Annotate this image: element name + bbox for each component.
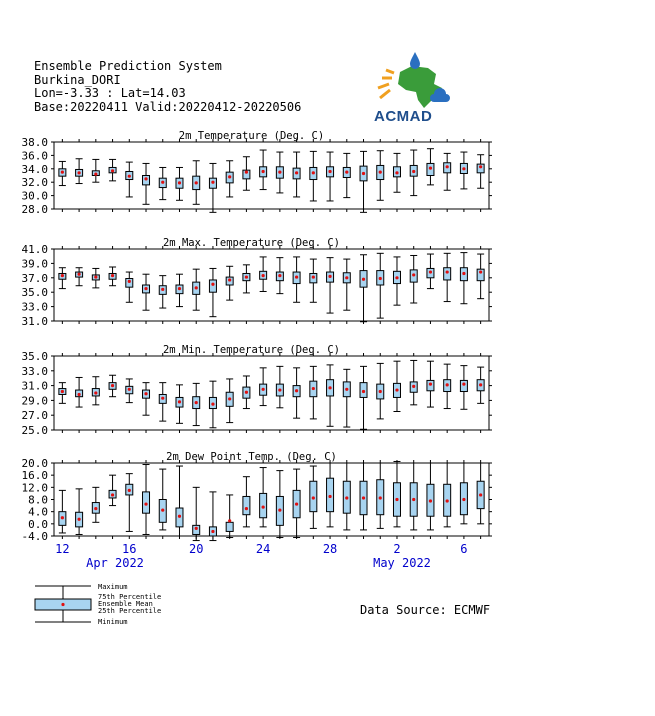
box-20 (377, 463, 384, 528)
mean-dot (328, 495, 331, 498)
x-tick-label: 6 (460, 542, 468, 556)
mean-dot (228, 397, 231, 400)
box-14 (276, 258, 283, 294)
box-21 (393, 257, 400, 305)
mean-dot (94, 275, 97, 278)
mean-dot (77, 273, 80, 276)
y-tick-label: 39.0 (21, 257, 48, 271)
box-3 (92, 268, 99, 287)
mean-dot (161, 509, 164, 512)
y-tick-label: 16.0 (21, 469, 48, 483)
box-22 (410, 360, 417, 404)
box-14 (276, 471, 283, 538)
mean-dot (462, 498, 465, 501)
mean-dot (412, 498, 415, 501)
box-4 (109, 375, 116, 396)
box-13 (260, 257, 267, 292)
box-22 (410, 255, 417, 303)
box-1 (59, 383, 66, 404)
mean-dot (262, 274, 265, 277)
mean-dot (362, 278, 365, 281)
mean-dot (144, 502, 147, 505)
mean-dot (429, 383, 432, 386)
mean-dot (345, 388, 348, 391)
x-tick-label: 28 (322, 542, 338, 556)
x-tick-label: 2 (393, 542, 401, 556)
y-tick-label: 31.0 (21, 379, 48, 393)
box-18 (343, 153, 350, 197)
box-5 (126, 162, 133, 197)
box-11 (226, 495, 233, 538)
y-tick-label: 41.0 (21, 243, 48, 256)
panel-4 (22, 451, 493, 543)
box-22 (410, 150, 417, 196)
base-valid-dates: Base:20220411 Valid:20220412-20220506 (34, 99, 302, 114)
box-18 (343, 463, 350, 530)
box-11 (226, 161, 233, 197)
box-21 (393, 153, 400, 192)
data-source: Data Source: ECMWF (360, 603, 491, 617)
mean-dot (61, 171, 64, 174)
box-23 (427, 463, 434, 530)
mean-dot (144, 392, 147, 395)
box-25 (460, 463, 467, 524)
box-21 (393, 361, 400, 411)
y-tick-label: 28.0 (21, 203, 48, 216)
box-9 (193, 487, 200, 540)
box-2 (76, 377, 83, 407)
mean-dot (245, 507, 248, 510)
box-14 (276, 152, 283, 193)
box-2 (76, 489, 83, 535)
mean-dot (328, 275, 331, 278)
mean-dot (429, 167, 432, 170)
y-tick-label: 35.0 (21, 350, 48, 363)
box-25 (460, 152, 467, 189)
mean-dot (395, 171, 398, 174)
box-18 (343, 259, 350, 310)
box-1 (59, 161, 66, 185)
mean-dot (178, 181, 181, 184)
box-11 (226, 266, 233, 300)
mean-dot (211, 403, 214, 406)
y-tick-label: 33.0 (21, 300, 48, 314)
legend-maximum: Maximum (98, 583, 128, 591)
box-19 (360, 255, 367, 322)
mean-dot (312, 387, 315, 390)
legend-mean-dot (61, 603, 64, 606)
y-tick-label: 20.0 (21, 457, 48, 470)
y-tick-label: 25.0 (21, 424, 48, 437)
mean-dot (446, 270, 449, 273)
mean-dot (312, 496, 315, 499)
box-17 (327, 258, 334, 313)
iqr-box (460, 380, 467, 391)
y-tick-label: 29.0 (21, 394, 48, 408)
panel-2 (22, 237, 493, 328)
x-tick-label: 24 (255, 542, 271, 556)
mean-dot (362, 496, 365, 499)
box-6 (143, 383, 150, 416)
month-label: May 2022 (373, 556, 431, 570)
legend-p75: 75th Percentile (98, 593, 162, 601)
system-title: Ensemble Prediction System (34, 59, 222, 73)
box-20 (377, 151, 384, 201)
iqr-box (209, 280, 216, 292)
box-2 (76, 268, 83, 286)
box-17 (327, 365, 334, 426)
y-tick-label: 34.0 (21, 162, 48, 176)
mean-dot (278, 171, 281, 174)
box-20 (377, 253, 384, 318)
box-9 (193, 383, 200, 425)
y-tick-label: 30.0 (21, 189, 48, 203)
mean-dot (278, 274, 281, 277)
mean-dot (479, 493, 482, 496)
mean-dot (195, 286, 198, 289)
mean-dot (262, 170, 265, 173)
mean-dot (429, 270, 432, 273)
box-16 (310, 466, 317, 528)
box-12 (243, 265, 250, 293)
y-tick-label: 38.0 (21, 136, 48, 149)
box-7 (159, 276, 166, 308)
iqr-box (444, 268, 451, 280)
box-3 (92, 487, 99, 522)
mean-dot (345, 496, 348, 499)
box-17 (327, 152, 334, 201)
box-23 (427, 361, 434, 407)
mean-dot (61, 390, 64, 393)
box-26 (477, 254, 484, 299)
box-8 (176, 167, 183, 200)
mean-dot (262, 388, 265, 391)
box-8 (176, 274, 183, 306)
box-12 (243, 477, 250, 527)
coordinates: Lon=-3.33 : Lat=14.03 (34, 86, 186, 100)
mean-dot (111, 384, 114, 387)
mean-dot (395, 388, 398, 391)
mean-dot (245, 391, 248, 394)
mean-dot (379, 390, 382, 393)
mean-dot (128, 280, 131, 283)
mean-dot (278, 388, 281, 391)
box-15 (293, 152, 300, 197)
mean-dot (462, 167, 465, 170)
box-14 (276, 366, 283, 407)
y-tick-label: 31.0 (21, 315, 48, 328)
mean-dot (178, 287, 181, 290)
box-16 (310, 151, 317, 201)
mean-dot (228, 519, 231, 522)
panel-title: 2m Min. Temperature (Deg. C) (162, 344, 341, 356)
y-tick-label: 37.0 (21, 271, 48, 285)
box-26 (477, 463, 484, 524)
panel-frame (54, 142, 489, 209)
box-15 (293, 368, 300, 418)
mean-dot (278, 509, 281, 512)
mean-dot (77, 518, 80, 521)
mean-dot (195, 527, 198, 530)
box-6 (143, 163, 150, 204)
box-12 (243, 376, 250, 409)
box-16 (310, 366, 317, 419)
mean-dot (77, 393, 80, 396)
box-6 (143, 465, 150, 535)
mean-dot (211, 283, 214, 286)
mean-dot (195, 401, 198, 404)
mean-dot (412, 273, 415, 276)
box-3 (92, 159, 99, 182)
box-22 (410, 463, 417, 530)
legend-p25: 25th Percentile (98, 607, 162, 615)
box-7 (159, 383, 166, 421)
mean-dot (395, 276, 398, 279)
mean-dot (111, 274, 114, 277)
mean-dot (144, 177, 147, 180)
mean-dot (312, 171, 315, 174)
box-24 (444, 364, 451, 408)
mean-dot (128, 489, 131, 492)
legend-minimum: Minimum (98, 618, 128, 626)
mean-dot (328, 170, 331, 173)
legend-mean: Ensemble Mean (98, 600, 153, 608)
box-23 (427, 149, 434, 185)
mean-dot (446, 383, 449, 386)
panel-3 (22, 344, 493, 437)
mean-dot (94, 507, 97, 510)
y-tick-label: 8.0 (28, 493, 48, 507)
y-tick-label: 32.0 (21, 176, 48, 190)
mean-dot (161, 397, 164, 400)
box-2 (76, 159, 83, 184)
legend (35, 583, 161, 626)
y-tick-label: 0.0 (28, 517, 48, 531)
mean-dot (195, 181, 198, 184)
box-24 (444, 463, 451, 527)
mean-dot (379, 171, 382, 174)
mean-dot (412, 170, 415, 173)
iqr-box (243, 496, 250, 514)
mean-dot (111, 169, 114, 172)
box-13 (260, 150, 267, 190)
mean-dot (479, 383, 482, 386)
box-10 (209, 381, 216, 428)
mean-dot (178, 400, 181, 403)
box-15 (293, 257, 300, 302)
box-8 (176, 385, 183, 423)
mean-dot (479, 270, 482, 273)
box-4 (109, 159, 116, 180)
station-name: Burkina_DORI (34, 72, 121, 87)
mean-dot (362, 390, 365, 393)
box-13 (260, 468, 267, 527)
y-tick-label: 36.0 (21, 149, 48, 163)
mean-dot (362, 172, 365, 175)
mean-dot (111, 493, 114, 496)
mean-dot (462, 383, 465, 386)
box-8 (176, 466, 183, 536)
mean-dot (161, 288, 164, 291)
mean-dot (77, 171, 80, 174)
mean-dot (211, 530, 214, 533)
box-24 (444, 253, 451, 301)
mean-dot (312, 275, 315, 278)
box-25 (460, 253, 467, 304)
box-6 (143, 274, 150, 310)
box-21 (393, 461, 400, 526)
mean-dot (446, 165, 449, 168)
y-tick-label: -4.0 (21, 530, 48, 543)
box-3 (92, 377, 99, 405)
mean-dot (479, 165, 482, 168)
panel-1 (22, 130, 493, 216)
mean-dot (94, 391, 97, 394)
mean-dot (462, 272, 465, 275)
mean-dot (128, 388, 131, 391)
mean-dot (161, 181, 164, 184)
box-5 (126, 474, 133, 532)
mean-dot (245, 275, 248, 278)
y-tick-label: 12.0 (21, 481, 48, 495)
mean-dot (61, 516, 64, 519)
box-5 (126, 379, 133, 403)
box-15 (293, 469, 300, 537)
box-25 (460, 366, 467, 410)
mean-dot (429, 499, 432, 502)
mean-dot (379, 277, 382, 280)
mean-dot (295, 275, 298, 278)
panel-title: 2m Dew Point Temp. (Deg. C) (166, 451, 337, 463)
panel-title: 2m Temperature (Deg. C) (178, 130, 325, 142)
box-7 (159, 469, 166, 530)
mean-dot (94, 173, 97, 176)
box-5 (126, 272, 133, 302)
box-10 (209, 492, 216, 541)
mean-dot (295, 502, 298, 505)
panel-frame (54, 249, 489, 321)
mean-dot (345, 171, 348, 174)
mean-dot (61, 274, 64, 277)
mean-dot (395, 498, 398, 501)
mean-dot (245, 171, 248, 174)
box-4 (109, 475, 116, 505)
mean-dot (144, 287, 147, 290)
x-tick-label: 12 (55, 542, 70, 556)
mean-dot (328, 386, 331, 389)
box-26 (477, 155, 484, 189)
mean-dot (446, 499, 449, 502)
box-4 (109, 267, 116, 286)
y-tick-label: 27.0 (21, 409, 48, 423)
mean-dot (178, 515, 181, 518)
month-label: Apr 2022 (86, 556, 144, 570)
mean-dot (228, 175, 231, 178)
box-1 (59, 490, 66, 533)
box-7 (159, 167, 166, 199)
box-12 (243, 157, 250, 191)
logo-text: ACMAD (374, 108, 433, 125)
x-tick-label: 20 (188, 542, 204, 556)
box-19 (360, 463, 367, 530)
mean-dot (295, 171, 298, 174)
panel-frame (54, 463, 489, 536)
box-20 (377, 363, 384, 419)
y-tick-label: 33.0 (21, 364, 48, 378)
y-tick-label: 4.0 (28, 505, 48, 519)
mean-dot (211, 181, 214, 184)
box-19 (360, 151, 367, 212)
box-17 (327, 463, 334, 527)
panel-title: 2m Max. Temperature (Deg. C) (162, 237, 341, 249)
box-19 (360, 366, 367, 429)
box-9 (193, 269, 200, 310)
box-18 (343, 369, 350, 427)
box-24 (444, 153, 451, 190)
box-23 (427, 254, 434, 289)
box-11 (226, 379, 233, 423)
box-10 (209, 163, 216, 212)
mean-dot (295, 389, 298, 392)
mean-dot (379, 496, 382, 499)
box-10 (209, 268, 216, 316)
mean-dot (345, 276, 348, 279)
mean-dot (228, 278, 231, 281)
y-tick-label: 35.0 (21, 286, 48, 300)
panel-frame (54, 356, 489, 430)
box-13 (260, 368, 267, 406)
box-26 (477, 367, 484, 403)
iqr-box (226, 522, 233, 531)
mean-dot (412, 385, 415, 388)
x-tick-label: 16 (122, 542, 137, 556)
box-1 (59, 268, 66, 289)
mean-dot (128, 175, 131, 178)
box-9 (193, 161, 200, 205)
box-16 (310, 259, 317, 302)
mean-dot (262, 506, 265, 509)
